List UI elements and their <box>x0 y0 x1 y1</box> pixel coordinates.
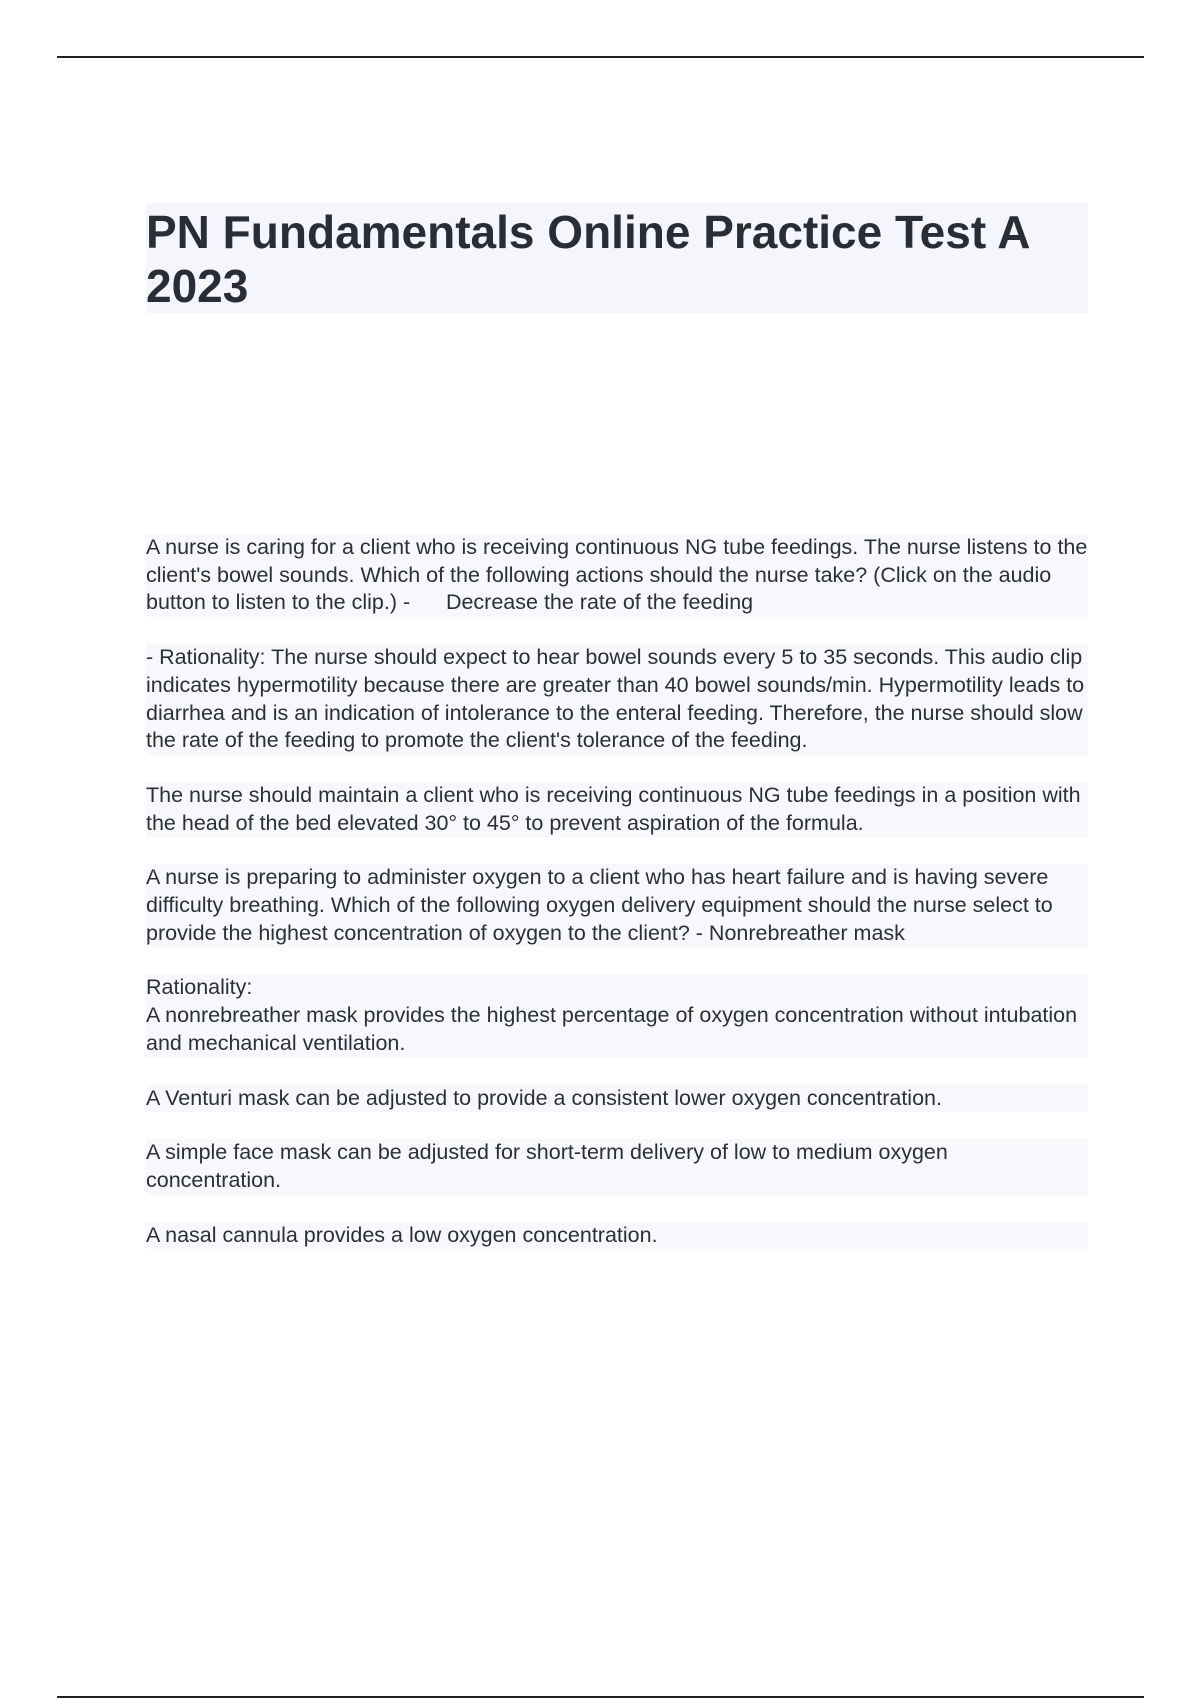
title-block <box>146 203 1088 313</box>
body-paragraph: A simple face mask can be adjusted for short-term delivery of low to medium oxygen concentration. <box>146 1139 1088 1194</box>
bottom-divider <box>57 1696 1144 1698</box>
top-divider <box>57 56 1144 58</box>
body-paragraph: A nasal cannula provides a low oxygen concentration. <box>146 1222 1088 1250</box>
rationale-paragraph: A nonrebreather mask provides the highest percentage of oxygen concentration without intubation and mechanical ventilation. <box>146 1002 1088 1057</box>
document-title: PN Fundamentals Online Practice Test A 2023 <box>146 206 1029 312</box>
body-paragraph: A Venturi mask can be adjusted to provide a consistent lower oxygen concentration. <box>146 1085 1088 1113</box>
document-body <box>146 534 1094 1276</box>
rationale-heading: Rationality: <box>146 974 1088 1002</box>
question-paragraph: A nurse is preparing to administer oxygen to a client who has heart failure and is having severe difficulty breathing. Which of the following oxygen delivery equipment should the nurse select to provide the highest concentration of oxygen to the client? - Nonrebreather mask <box>146 864 1088 947</box>
rationale-paragraph: - Rationality: The nurse should expect to hear bowel sounds every 5 to 35 seconds. This audio clip indicates hypermotility because there are greater than 40 bowel sounds/min. Hypermotility leads to diarrhea and is an indication of intolerance to the enteral feeding. Therefore, the nurse should slow the rate of the feeding to promote the client's tolerance of the feeding. <box>146 644 1088 755</box>
body-paragraph: The nurse should maintain a client who is receiving continuous NG tube feedings in a position with the head of the bed elevated 30° to 45° to prevent aspiration of the formula. <box>146 782 1088 837</box>
question-paragraph: A nurse is caring for a client who is receiving continuous NG tube feedings. The nurse listens to the client's bowel sounds. Which of the following actions should the nurse take? (Click on the audio button to listen to the clip.) - Decrease the rate of the feeding <box>146 534 1088 617</box>
